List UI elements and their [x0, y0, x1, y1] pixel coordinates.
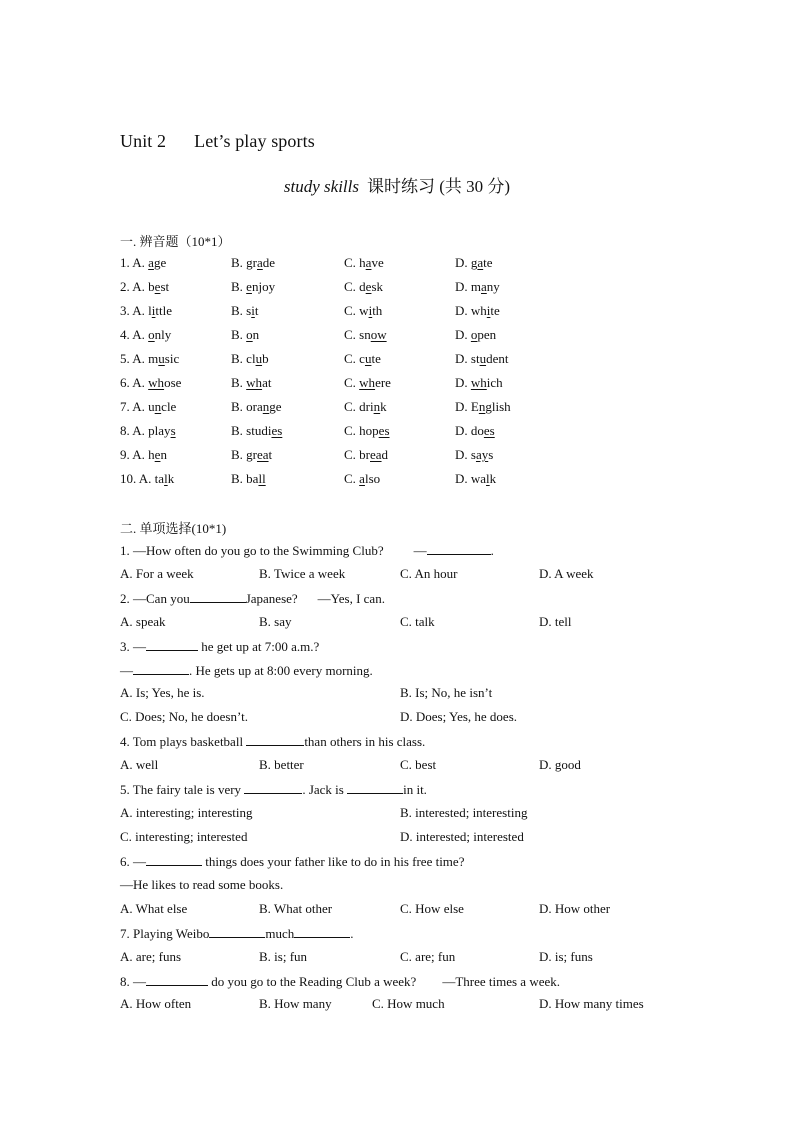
question-3-reply: — . He gets up at 8:00 every morning.: [120, 663, 373, 678]
answer-blank[interactable]: [244, 781, 302, 794]
word-part: at: [262, 375, 272, 390]
option-b[interactable]: [231, 351, 269, 367]
word-part: C.: [344, 375, 360, 390]
option-d[interactable]: D. A week: [539, 566, 594, 581]
option-c[interactable]: C. best: [400, 757, 437, 772]
word-part: D. m: [455, 279, 481, 294]
option-c[interactable]: [344, 303, 382, 319]
option-a[interactable]: [120, 255, 166, 271]
underlined-letters: ow: [370, 327, 387, 342]
word-part: ta: [154, 471, 165, 486]
underlined-letters: wh: [148, 375, 165, 390]
option-b[interactable]: B. Is; No, he isn’t: [400, 685, 493, 700]
option-b[interactable]: B. better: [259, 757, 304, 772]
option-d[interactable]: D. good: [539, 757, 581, 772]
word-part: t: [254, 303, 259, 318]
word-part: D. g: [455, 255, 478, 270]
option-d[interactable]: D. is; funs: [539, 949, 593, 964]
word-part: lso: [364, 471, 381, 486]
word-part: u: [148, 399, 155, 414]
option-b[interactable]: B. is; fun: [259, 949, 308, 964]
word-part: C.: [344, 471, 360, 486]
option-a[interactable]: A. are; funs: [120, 949, 182, 964]
word-part: D.: [455, 375, 471, 390]
option-c[interactable]: C. interesting; interested: [120, 829, 248, 844]
word-part: k: [167, 471, 175, 486]
option-d[interactable]: [455, 375, 503, 391]
word-part: C. c: [344, 351, 365, 366]
item-number: 5. A.: [120, 351, 145, 366]
underlined-letters: wh: [246, 375, 263, 390]
option-c[interactable]: C. are; fun: [400, 949, 456, 964]
answer-blank[interactable]: [190, 590, 246, 603]
question-1: 1. —How often do you go to the Swimming Club? — .: [120, 543, 494, 558]
underlined-letters: u: [479, 351, 487, 366]
underlined-letters: o: [148, 327, 155, 342]
option-a[interactable]: A. How often: [120, 996, 192, 1011]
unit-title: [120, 131, 315, 152]
underlined-letters: o: [246, 327, 253, 342]
word-part: d: [381, 447, 389, 462]
word-part: B. ora: [231, 399, 263, 414]
option-b[interactable]: B. Twice a week: [259, 566, 346, 581]
option-d[interactable]: D. How other: [539, 901, 611, 916]
option-b[interactable]: [231, 399, 282, 415]
word-part: B. gr: [231, 447, 257, 462]
option-d[interactable]: D. How many times: [539, 996, 644, 1011]
underlined-letters: a: [477, 255, 484, 270]
underlined-letters: ea: [257, 447, 269, 462]
word-part: D.: [455, 327, 471, 342]
option-a[interactable]: [120, 423, 176, 439]
option-d[interactable]: [455, 447, 493, 463]
option-d[interactable]: [455, 255, 493, 271]
option-a[interactable]: [120, 303, 172, 319]
option-b[interactable]: B. interested; interesting: [400, 805, 528, 820]
underlined-letters: e: [154, 279, 161, 294]
word-part: C. br: [344, 447, 370, 462]
word-part: m: [148, 351, 159, 366]
item-number: 6. A.: [120, 375, 145, 390]
option-b[interactable]: [231, 471, 266, 487]
question-5: 5. The fairy tale is very . Jack is in it.: [120, 782, 427, 797]
option-c[interactable]: [344, 471, 380, 487]
option-a[interactable]: [120, 327, 171, 343]
option-c[interactable]: [344, 255, 384, 271]
option-b[interactable]: B. How many: [259, 996, 332, 1011]
underlined-letters: l: [486, 471, 490, 486]
answer-blank[interactable]: [133, 662, 189, 675]
item-number: 7. A.: [120, 399, 145, 414]
lesson-name: study skills: [283, 177, 359, 196]
word-part: te: [483, 255, 493, 270]
underlined-letters: a: [148, 255, 154, 270]
word-part: sic: [164, 351, 180, 366]
underlined-letters: a: [257, 255, 263, 270]
word-part: k: [489, 471, 497, 486]
word-part: de: [262, 255, 276, 270]
word-part: n: [160, 447, 167, 462]
option-d[interactable]: [455, 471, 496, 487]
option-c[interactable]: C. talk: [400, 614, 435, 629]
option-b[interactable]: B. say: [259, 614, 292, 629]
word-part: B.: [231, 375, 247, 390]
question-7: 7. Playing Weibo much .: [120, 926, 354, 941]
option-d[interactable]: [455, 399, 511, 415]
word-part: h: [148, 447, 155, 462]
option-a[interactable]: [120, 471, 174, 487]
word-part: C. w: [344, 303, 369, 318]
word-part: b: [262, 351, 269, 366]
option-a[interactable]: [120, 351, 179, 367]
answer-blank[interactable]: [209, 925, 265, 938]
word-part: B.: [231, 279, 247, 294]
word-part: glish: [485, 399, 511, 414]
word-part: ve: [371, 255, 384, 270]
question-4: 4. Tom plays basketball than others in his class.: [120, 734, 426, 749]
question-6-reply: —He likes to read some books.: [120, 877, 284, 892]
item-number: 1. A.: [120, 255, 145, 270]
word-part: te: [490, 303, 500, 318]
word-part: dent: [486, 351, 509, 366]
option-c[interactable]: [344, 375, 391, 391]
word-part: C. d: [344, 279, 366, 294]
word-part: play: [148, 423, 171, 438]
item-number: 3. A.: [120, 303, 145, 318]
underlined-letters: wh: [470, 375, 487, 390]
option-a[interactable]: [120, 279, 169, 295]
question-2: 2. —Can you Japanese? —Yes, I can.: [120, 591, 385, 606]
question-3: 3. — he get up at 7:00 a.m.?: [120, 639, 320, 654]
underlined-letters: n: [478, 399, 486, 414]
option-b[interactable]: [231, 279, 275, 295]
word-part: ose: [164, 375, 182, 390]
underlined-letters: es: [378, 423, 390, 438]
underlined-letters: e: [246, 279, 252, 294]
underlined-letters: e: [154, 447, 161, 462]
word-part: pen: [477, 327, 497, 342]
word-part: C. sn: [344, 327, 371, 342]
item-number: 2. A.: [120, 279, 145, 294]
answer-blank[interactable]: [427, 542, 491, 555]
underlined-letters: u: [255, 351, 263, 366]
underlined-letters: i: [251, 303, 255, 318]
word-part: cle: [161, 399, 177, 414]
item-number: 10. A.: [120, 471, 152, 486]
word-part: B. studi: [231, 423, 272, 438]
option-a[interactable]: A. For a week: [120, 566, 194, 581]
option-c[interactable]: C. An hour: [400, 566, 458, 581]
option-a[interactable]: A. What else: [120, 901, 188, 916]
word-part: D. st: [455, 351, 480, 366]
option-a[interactable]: [120, 375, 181, 391]
option-c[interactable]: C. How much: [372, 996, 445, 1011]
underlined-letters: n: [154, 399, 162, 414]
item-number: 8. A.: [120, 423, 145, 438]
underlined-letters: a: [359, 471, 365, 486]
answer-blank[interactable]: [146, 853, 202, 866]
option-d[interactable]: [455, 423, 495, 439]
word-part: B. s: [231, 303, 252, 318]
option-b[interactable]: [231, 303, 258, 319]
option-a[interactable]: A. Is; Yes, he is.: [120, 685, 205, 700]
item-number: 4. A.: [120, 327, 145, 342]
option-b[interactable]: B. What other: [259, 901, 333, 916]
lesson-subtitle: [0, 172, 794, 197]
option-d[interactable]: [455, 351, 508, 367]
word-part: ge: [269, 399, 282, 414]
question-6: 6. — things does your father like to do in his free time?: [120, 854, 465, 869]
underlined-letters: ay: [475, 447, 489, 462]
word-part: th: [372, 303, 383, 318]
underlined-letters: es: [483, 423, 495, 438]
word-part: l: [148, 303, 152, 318]
word-part: njoy: [251, 279, 276, 294]
section1-title: 一. 辨音题（10*1）: [120, 234, 231, 249]
unit-number: Unit 2: [120, 131, 167, 151]
word-part: C. hop: [344, 423, 379, 438]
option-a[interactable]: A. well: [120, 757, 159, 772]
underlined-letters: i: [486, 303, 491, 318]
word-part: D. wh: [455, 303, 487, 318]
option-c[interactable]: [344, 351, 381, 367]
word-part: ich: [486, 375, 503, 390]
underlined-letters: a: [481, 279, 487, 294]
answer-blank[interactable]: [294, 925, 350, 938]
option-c[interactable]: [344, 279, 383, 295]
option-b[interactable]: [231, 423, 282, 439]
option-c[interactable]: [344, 447, 388, 463]
answer-blank[interactable]: [246, 733, 304, 746]
word-part: C. dri: [344, 399, 374, 414]
question-8: 8. — do you go to the Reading Club a week? —Three times a week.: [120, 974, 561, 989]
option-c[interactable]: [344, 399, 387, 415]
option-b[interactable]: [231, 327, 259, 343]
underlined-letters: u: [158, 351, 165, 366]
option-d[interactable]: [455, 327, 496, 343]
option-d[interactable]: [455, 279, 500, 295]
word-part: b: [148, 279, 155, 294]
word-part: s: [488, 447, 494, 462]
option-b[interactable]: [231, 255, 275, 271]
word-part: D. do: [455, 423, 484, 438]
section2-title: 二. 单项选择(10*1): [120, 521, 227, 536]
word-part: nly: [154, 327, 172, 342]
word-part: sk: [371, 279, 384, 294]
word-part: B. gr: [231, 255, 257, 270]
underlined-letters: ea: [370, 447, 382, 462]
option-d[interactable]: D. Does; Yes, he does.: [400, 709, 517, 724]
word-part: C. h: [344, 255, 366, 270]
underlined-letters: e: [365, 279, 372, 294]
underlined-letters: wh: [359, 375, 376, 390]
underlined-letters: l: [164, 471, 168, 486]
underlined-letters: es: [271, 423, 283, 438]
word-part: ere: [375, 375, 391, 390]
word-part: D. s: [455, 447, 476, 462]
underlined-letters: i: [368, 303, 373, 318]
underlined-letters: n: [373, 399, 381, 414]
item-number: 9. A.: [120, 447, 145, 462]
underlined-letters: a: [365, 255, 372, 270]
option-b[interactable]: [231, 447, 272, 463]
underlined-letters: u: [364, 351, 372, 366]
underlined-letters: ll: [258, 471, 266, 486]
word-part: k: [380, 399, 387, 414]
option-b[interactable]: [231, 375, 271, 391]
option-a[interactable]: A. speak: [120, 614, 166, 629]
underlined-letters: s: [170, 423, 176, 438]
option-c[interactable]: C. How else: [400, 901, 464, 916]
word-part: ny: [486, 279, 500, 294]
word-part: D. E: [455, 399, 479, 414]
word-part: D. wa: [455, 471, 487, 486]
option-a[interactable]: [120, 447, 167, 463]
underlined-letters: n: [262, 399, 270, 414]
word-part: ge: [153, 255, 167, 270]
word-part: n: [252, 327, 260, 342]
option-c[interactable]: [344, 423, 390, 439]
word-part: B.: [231, 327, 247, 342]
word-part: B. ba: [231, 471, 259, 486]
option-a[interactable]: [120, 399, 176, 415]
answer-blank[interactable]: [146, 638, 198, 651]
word-part: te: [371, 351, 381, 366]
word-part: st: [160, 279, 170, 294]
answer-blank[interactable]: [146, 973, 208, 986]
option-d[interactable]: [455, 303, 500, 319]
option-d[interactable]: D. tell: [539, 614, 572, 629]
underlined-letters: o: [470, 327, 478, 342]
option-c[interactable]: [344, 327, 387, 343]
lesson-score: 课时练习 (共 30 分): [367, 177, 511, 196]
word-part: B. cl: [231, 351, 256, 366]
option-d[interactable]: D. interested; interested: [400, 829, 524, 844]
answer-blank[interactable]: [347, 781, 403, 794]
word-part: ttle: [155, 303, 173, 318]
option-a[interactable]: A. interesting; interesting: [120, 805, 253, 820]
word-part: t: [268, 447, 273, 462]
underlined-letters: i: [151, 303, 156, 318]
option-c[interactable]: C. Does; No, he doesn’t.: [120, 709, 248, 724]
unit-name: Let’s play sports: [194, 131, 315, 151]
